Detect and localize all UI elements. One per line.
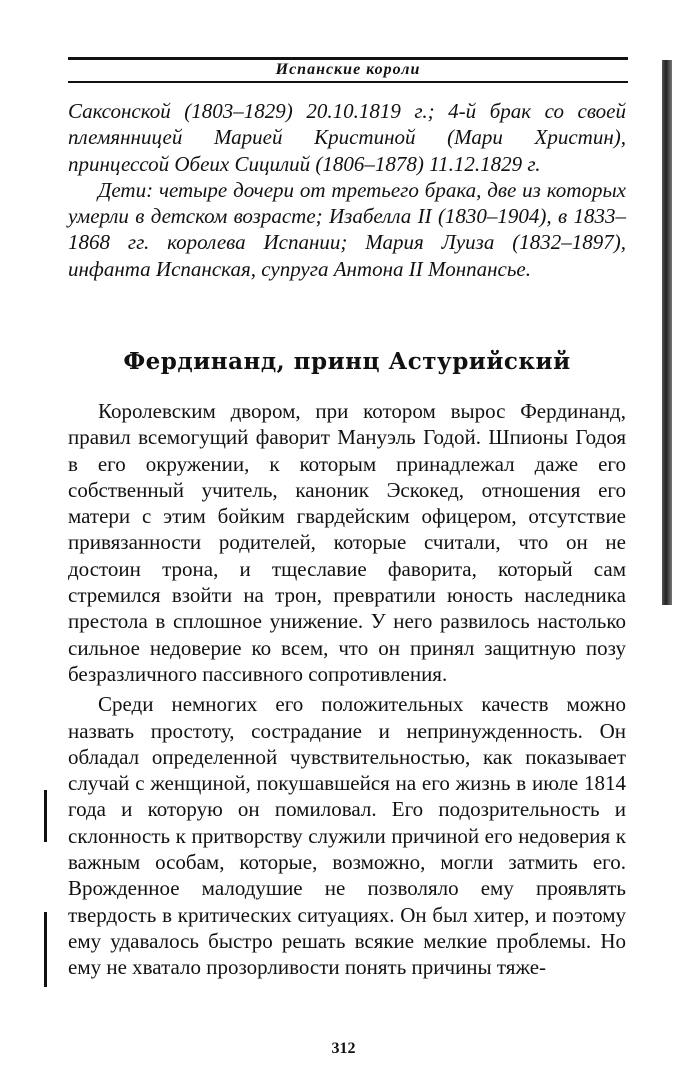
running-title: Испанские короли	[275, 61, 421, 78]
page-edge-shadow	[662, 60, 672, 605]
section-title: Фердинанд, принц Астурийский	[123, 348, 571, 375]
page-content	[68, 98, 626, 980]
margin-mark-1	[44, 790, 47, 842]
body-paragraph-1: Королевским двором, при котором вырос Фердинанд, правил всемогущий фаворит Мануэль Годой. Шпионы Годоя в его окружении, к которым принадлежал даже его собственный учитель, каноник Эскокед, отношения его матери с этим бойким гвардейским офицером, отсутствие привязанности родителей, которые считали, что он не достоин трона, и тщеславие фаворита, который сам стремился взойти на трон, превратили юность наследника престола в сплошное унижение. У него развилось настолько сильное недоверие ко всем, что он принял защитную позу безразличного пассивного сопротивления.	[68, 399, 626, 686]
running-header	[68, 57, 628, 83]
intro-paragraph-2: Дети: четыре дочери от третьего брака, две из которых умерли в детском возрасте; Изабелла II (1830–1904), в 1833–1868 гг. королева Испании; Мария Луиза (1832–1897), инфанта Испанская, супруга Антона II Монпансье.	[68, 177, 626, 281]
page-number: 312	[331, 1040, 356, 1057]
intro-paragraph-1: Саксонской (1803–1829) 20.10.1819 г.; 4-й брак со своей племянницей Марией Кристиной (Мари Христин), принцессой Обеих Сицилий (1806–1878) 11.12.1829 г.	[68, 99, 626, 176]
body-paragraph-2: Среди немногих его положительных качеств можно назвать простоту, сострадание и непринужденность. Он обладал определенной чувствительностью, как показывает случай с женщиной, покушавшейся на его жизнь в июле 1814 года и которую он помиловал. Его подозрительность и склонность к притворству служили причиной его недоверия к важным особам, которые, возможно, могли затмить его. Врожденное малодушие не позволяло ему проявлять твердость в критических ситуациях. Он был хитер, и поэтому ему удавалось быстро решать всякие мелкие проблемы. Но ему не хватало прозорливости понять причины тяже-	[68, 692, 626, 980]
intro-block	[68, 98, 626, 282]
section-body	[68, 398, 626, 985]
margin-mark-2	[44, 912, 47, 987]
